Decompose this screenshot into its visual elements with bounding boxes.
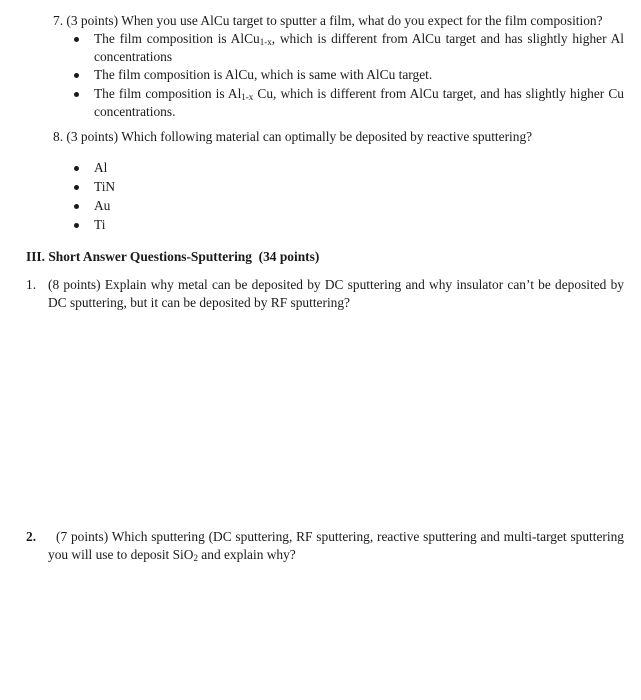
q8-question: [53, 128, 532, 146]
q7-option-3-bullet: [74, 92, 79, 97]
q7-number: 7.: [53, 13, 64, 28]
q8-option-3-bullet: [74, 204, 79, 209]
q8-question-text: Which following material can optimally be deposited by reactive sputtering?: [121, 129, 533, 144]
sa2-number: 2.: [26, 529, 37, 544]
q8-number: 8.: [53, 129, 64, 144]
sa2-text: Which sputtering (DC sputtering, RF sputtering, reactive sputtering and multi-target sputtering: [111, 529, 624, 544]
q7-option-2-bullet: [74, 73, 79, 78]
q7-points: (3 points): [66, 13, 119, 28]
q8-option-1-bullet: [74, 166, 79, 171]
q7-question: [53, 12, 603, 30]
q7-option-1-line1: The film composition is AlCu$_{1-x}$, which is different from AlCu target and has slightly higher Al: [94, 31, 624, 47]
q8-option-au: Au: [94, 198, 111, 213]
q7-option-3-line2: concentrations.: [94, 104, 176, 119]
sa1-number: 1.: [26, 277, 37, 292]
sa1-line2: DC sputtering, but it can be deposited by RF sputtering?: [48, 295, 350, 310]
q7-option-3-line1: The film composition is $Al_{1-x}$ Cu, which is different from AlCu target, and has slightly higher Cu: [94, 86, 624, 102]
section-3-title: III. Short Answer Questions-Sputtering: [26, 249, 252, 264]
q8-option-ti: Ti: [94, 217, 106, 232]
sa1-text: Explain why metal can be deposited by DC sputtering and why insulator can’t be deposited by: [104, 277, 624, 292]
q8-option-4-bullet: [74, 223, 79, 228]
q8-option-tin: TiN: [94, 179, 116, 194]
sa1-points: (8 points): [48, 277, 101, 292]
section-3-points: (34 points): [258, 249, 320, 264]
section-3-heading: [26, 248, 319, 266]
q7-option-1-bullet: [74, 37, 79, 42]
q7-option-2-line1: The film composition is AlCu, which is same with AlCu target.: [94, 67, 433, 82]
q8-option-al: Al: [94, 160, 108, 175]
q7-question-text: When you use AlCu target to sputter a film, what do you expect for the film composition?: [121, 13, 603, 28]
q8-points: (3 points): [66, 129, 119, 144]
sa2-points: (7 points): [56, 529, 109, 544]
sa2-line1: [56, 528, 624, 546]
sa1-line1: [48, 276, 624, 294]
q8-option-2-bullet: [74, 185, 79, 190]
sa2-line2: you will use to deposit SiO$_2$ and explain why?: [48, 547, 296, 563]
q7-option-1-line2: concentrations: [94, 49, 173, 64]
